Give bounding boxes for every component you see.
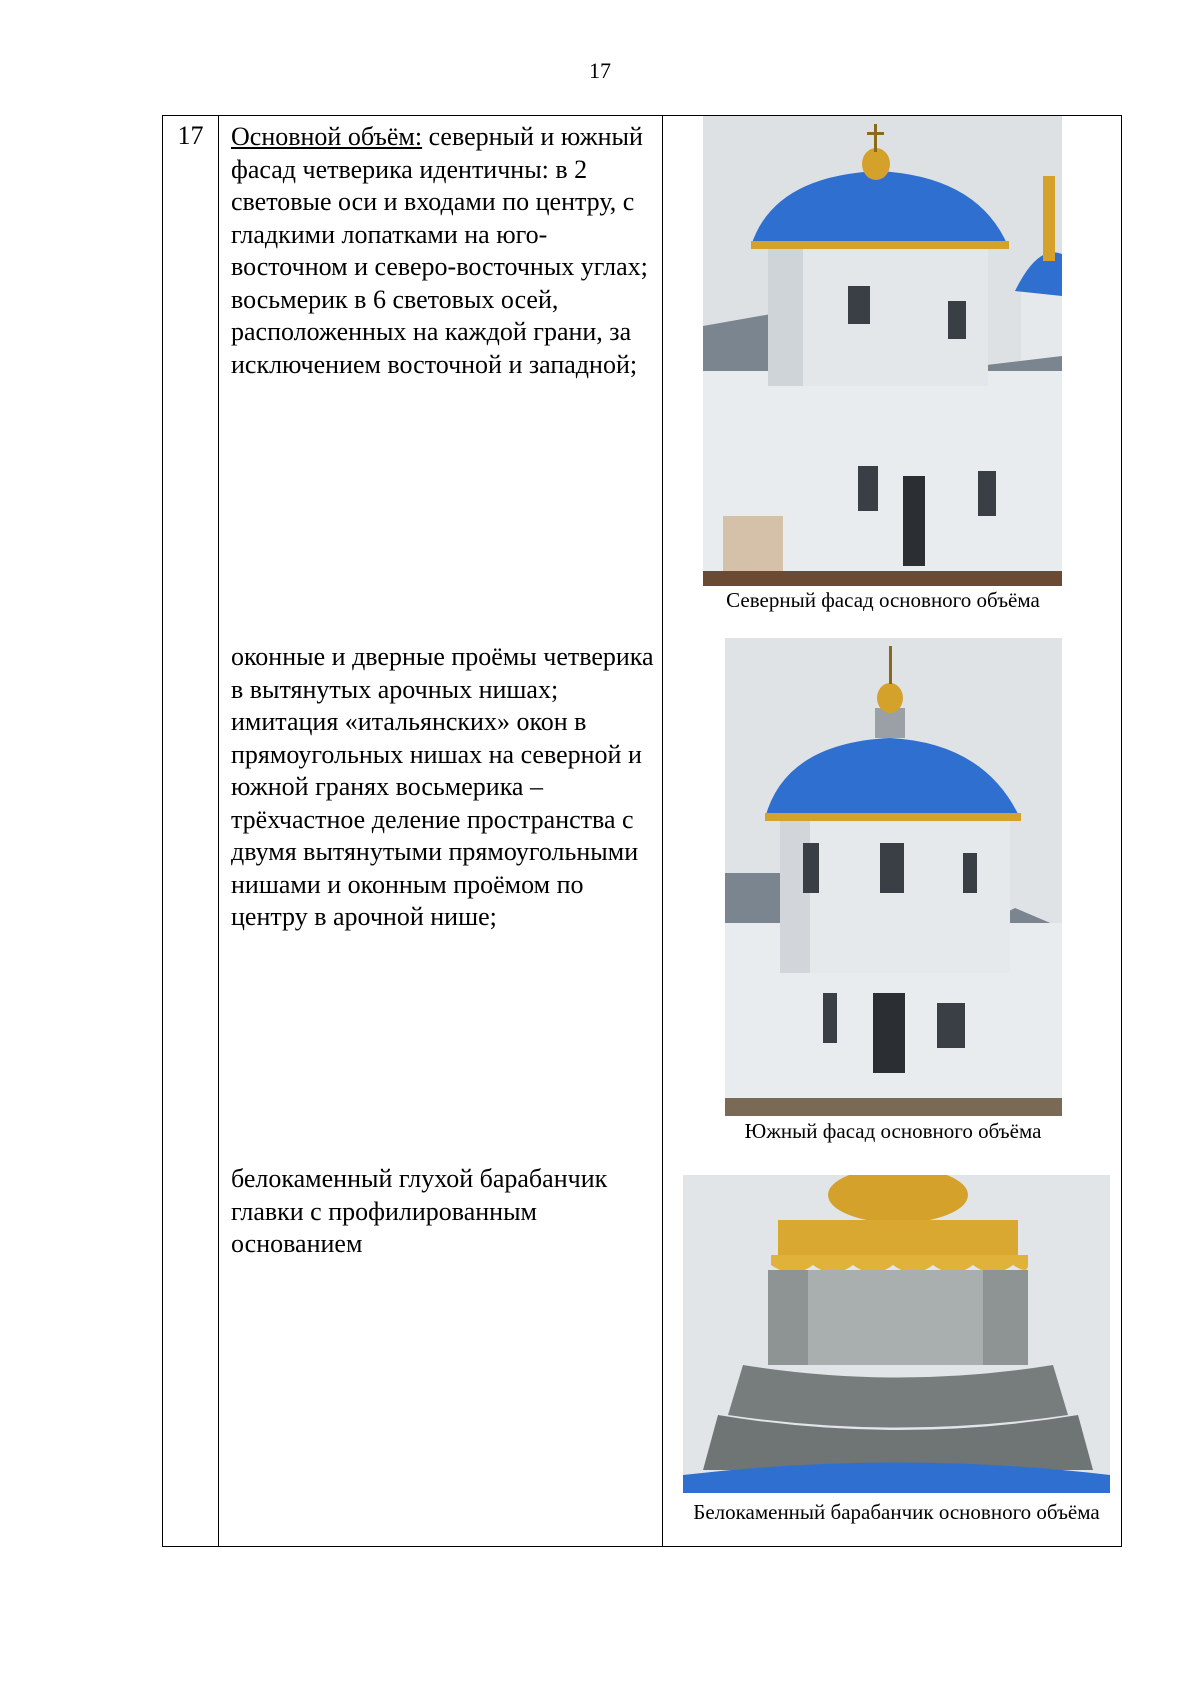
- north-facade-caption: Северный фасад основного объёма: [726, 588, 1040, 612]
- description-paragraph-1: [231, 121, 661, 381]
- row-number: 17: [177, 121, 204, 150]
- column-divider: [218, 116, 219, 1546]
- description-text-1: северный и южный фасад четверика идентичны: в 2 световые оси и входами по центру, с гладкими лопатками на юго-восточном и северо-восточных углах; восьмерик в 6 световых осей, расположенных на каждой грани, за исключением восточной и западной;: [231, 122, 648, 379]
- page-number: 17: [589, 58, 611, 83]
- description-lead: Основной объём:: [231, 122, 423, 151]
- description-paragraph-3: белокаменный глухой барабанчик главки с профилированным основанием: [231, 1164, 608, 1258]
- south-facade-photo: [725, 638, 1062, 1116]
- drum-caption: Белокаменный барабанчик основного объёма: [693, 1500, 1100, 1524]
- south-facade-caption: Южный фасад основного объёма: [744, 1119, 1042, 1143]
- drum-closeup-photo: [683, 1175, 1110, 1493]
- description-table: [162, 115, 1122, 1547]
- column-divider: [662, 116, 663, 1546]
- description-paragraph-2: оконные и дверные проёмы четверика в вытянутых арочных нишах; имитация «итальянских» окон в прямоугольных нишах на северной и южной гранях восьмерика – трёхчастное деление пространства с двумя вытянутыми прямоугольными нишами и оконным проёмом по центру в арочной нише;: [231, 642, 654, 931]
- north-facade-photo: [703, 116, 1062, 586]
